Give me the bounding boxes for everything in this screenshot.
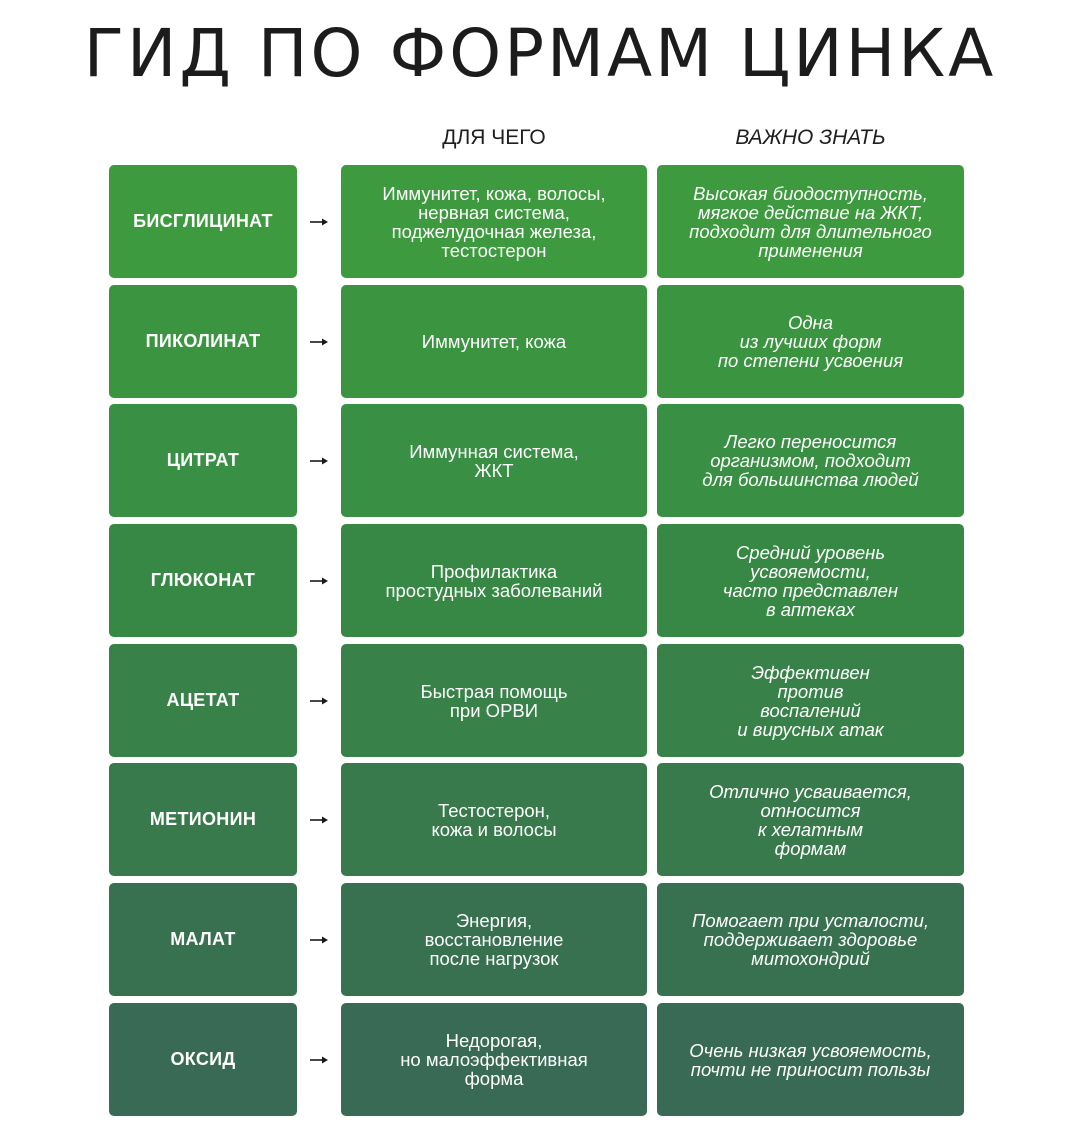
right-arrow-icon bbox=[306, 285, 332, 398]
notes-cell: Эффективен против воспалений и вирусных атак bbox=[657, 644, 964, 757]
table-row bbox=[0, 883, 1080, 996]
table-row bbox=[0, 524, 1080, 637]
right-arrow-icon bbox=[306, 404, 332, 517]
right-arrow-icon bbox=[306, 883, 332, 996]
form-name-cell: ГЛЮКОНАТ bbox=[109, 524, 297, 637]
notes-cell: Одна из лучших форм по степени усвоения bbox=[657, 285, 964, 398]
right-arrow-icon bbox=[306, 1003, 332, 1116]
column-header-notes: ВАЖНО ЗНАТЬ bbox=[735, 126, 886, 149]
purpose-cell: Быстрая помощь при ОРВИ bbox=[341, 644, 647, 757]
form-name-cell: МАЛАТ bbox=[109, 883, 297, 996]
page-title: ГИД ПО ФОРМАМ ЦИНКА bbox=[83, 15, 997, 92]
table-row bbox=[0, 644, 1080, 757]
table-row bbox=[0, 404, 1080, 517]
form-name-cell: МЕТИОНИН bbox=[109, 763, 297, 876]
right-arrow-icon bbox=[306, 644, 332, 757]
purpose-cell: Энергия, восстановление после нагрузок bbox=[341, 883, 647, 996]
notes-cell: Легко переносится организмом, подходит для большинства людей bbox=[657, 404, 964, 517]
table-row bbox=[0, 1003, 1080, 1116]
column-header-purpose: ДЛЯ ЧЕГО bbox=[442, 126, 546, 149]
notes-cell: Отлично усваивается, относится к хелатным формам bbox=[657, 763, 964, 876]
form-name-cell: ЦИТРАТ bbox=[109, 404, 297, 517]
form-name-cell: ПИКОЛИНАТ bbox=[109, 285, 297, 398]
notes-cell: Средний уровень усвояемости, часто представлен в аптеках bbox=[657, 524, 964, 637]
form-name-cell: АЦЕТАТ bbox=[109, 644, 297, 757]
notes-cell: Помогает при усталости, поддерживает здоровье митохондрий bbox=[657, 883, 964, 996]
table-row bbox=[0, 165, 1080, 278]
purpose-cell: Профилактика простудных заболеваний bbox=[341, 524, 647, 637]
form-name-cell: ОКСИД bbox=[109, 1003, 297, 1116]
table-row bbox=[0, 763, 1080, 876]
table-row bbox=[0, 285, 1080, 398]
purpose-cell: Недорогая, но малоэффективная форма bbox=[341, 1003, 647, 1116]
purpose-cell: Иммунитет, кожа bbox=[341, 285, 647, 398]
purpose-cell: Тестостерон, кожа и волосы bbox=[341, 763, 647, 876]
right-arrow-icon bbox=[306, 524, 332, 637]
right-arrow-icon bbox=[306, 165, 332, 278]
purpose-cell: Иммунитет, кожа, волосы, нервная система, поджелудочная железа, тестостерон bbox=[341, 165, 647, 278]
notes-cell: Высокая биодоступность, мягкое действие на ЖКТ, подходит для длительного применения bbox=[657, 165, 964, 278]
form-name-cell: БИСГЛИЦИНАТ bbox=[109, 165, 297, 278]
notes-cell: Очень низкая усвояемость, почти не приносит пользы bbox=[657, 1003, 964, 1116]
right-arrow-icon bbox=[306, 763, 332, 876]
purpose-cell: Иммунная система, ЖКТ bbox=[341, 404, 647, 517]
